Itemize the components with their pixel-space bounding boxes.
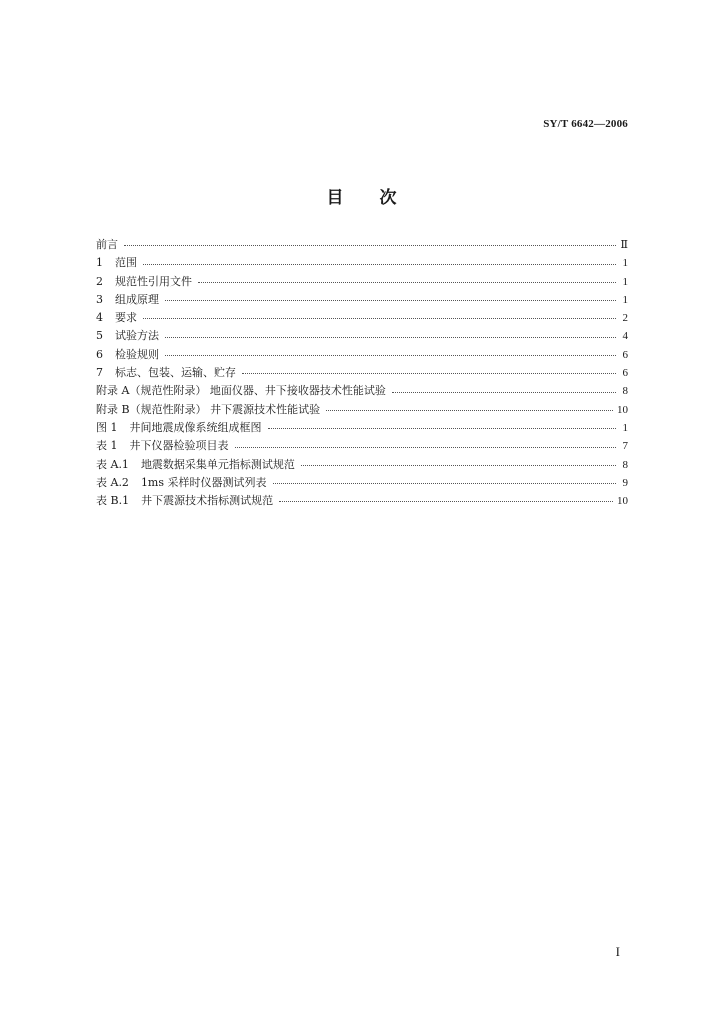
toc-entry[interactable]: [96, 437, 628, 455]
toc-entry-page: 1: [622, 257, 628, 270]
toc-entry[interactable]: [96, 364, 628, 382]
toc-entry[interactable]: [96, 254, 628, 272]
toc-entry-page: 1: [622, 293, 628, 306]
toc-leader-dots: [392, 391, 616, 393]
toc-entry-page: 1: [622, 421, 628, 434]
toc-entry-number: 表 1: [96, 439, 118, 453]
toc-entry[interactable]: [96, 401, 628, 419]
toc-entry-label: 附录 B（规范性附录） 井下震源技术性能试验: [96, 402, 321, 416]
toc-entry-page: 7: [622, 440, 628, 453]
toc-entry-page: 10: [617, 495, 628, 508]
toc-leader-dots: [124, 244, 616, 246]
toc-leader-dots: [143, 317, 616, 319]
page-title: [0, 183, 723, 208]
toc-leader-dots: [165, 354, 616, 356]
toc-entry-label: 井下仪器检验项目表: [129, 439, 229, 453]
toc-entry-page: 8: [622, 458, 628, 471]
toc-entry[interactable]: [96, 236, 628, 254]
toc-entry[interactable]: [96, 273, 628, 291]
toc-entry[interactable]: [96, 291, 628, 309]
toc-entry-number: 4: [96, 311, 103, 325]
toc-leader-dots: [242, 372, 616, 374]
toc-entry-number: 5: [96, 329, 103, 343]
toc-entry-page: 6: [622, 367, 628, 380]
toc-entry-label: 标志、包装、运输、贮存: [115, 366, 236, 380]
toc-entry[interactable]: [96, 346, 628, 364]
toc-entry-page: 4: [622, 330, 628, 343]
toc-leader-dots: [143, 263, 616, 265]
toc-entry-number: 表 A.2: [96, 475, 129, 489]
toc-entry-page: 8: [622, 385, 628, 398]
toc-entry-page: Ⅱ: [620, 239, 628, 251]
toc-entry-number: 6: [96, 347, 103, 361]
toc-entry-number: 图 1: [96, 420, 118, 434]
toc-entry-label: 组成原理: [115, 292, 159, 306]
toc-leader-dots: [235, 446, 617, 448]
toc-entry-label: 要求: [115, 311, 137, 325]
toc-leader-dots: [273, 482, 616, 484]
toc-entry-number: 1: [96, 256, 103, 270]
toc-leader-dots: [198, 281, 616, 283]
toc-entry-number: 表 B.1: [96, 494, 130, 508]
toc-entry-label: 前言: [96, 238, 118, 251]
table-of-contents: [96, 236, 628, 510]
toc-entry-page: 9: [622, 476, 628, 489]
toc-leader-dots: [165, 336, 616, 338]
toc-entry-label: 试验方法: [115, 329, 159, 343]
toc-entry-page: 2: [622, 312, 628, 325]
toc-entry-number: 3: [96, 292, 103, 306]
toc-entry-page: 6: [622, 348, 628, 361]
toc-entry-number: 表 A.1: [96, 457, 129, 471]
toc-entry-number: 2: [96, 274, 103, 288]
toc-entry-page: 10: [617, 403, 628, 416]
toc-entry-label: 1ms 采样时仪器测试列表: [140, 475, 267, 489]
toc-entry-number: 7: [96, 366, 103, 380]
page-title-char-2: 次: [379, 188, 397, 208]
toc-entry-label: 规范性引用文件: [115, 274, 192, 288]
toc-leader-dots: [279, 500, 613, 502]
toc-leader-dots: [165, 299, 616, 301]
page-title-char-1: 目: [326, 188, 344, 208]
toc-entry[interactable]: [96, 327, 628, 345]
toc-entry-label: 地震数据采集单元指标测试规范: [140, 457, 295, 471]
toc-entry[interactable]: [96, 382, 628, 400]
toc-leader-dots: [301, 464, 616, 466]
toc-entry[interactable]: [96, 419, 628, 437]
toc-leader-dots: [268, 427, 617, 429]
toc-leader-dots: [326, 409, 613, 411]
toc-entry-label: 井下震源技术指标测试规范: [141, 494, 274, 508]
toc-entry-label: 附录 A（规范性附录） 地面仪器、井下接收器技术性能试验: [96, 384, 386, 398]
toc-entry-label: 井间地震成像系统组成框图: [129, 420, 262, 434]
toc-entry[interactable]: [96, 309, 628, 327]
toc-entry-label: 范围: [115, 256, 137, 270]
toc-entry[interactable]: [96, 456, 628, 474]
toc-entry[interactable]: [96, 474, 628, 492]
toc-entry-page: 1: [622, 275, 628, 288]
page-number: I: [615, 944, 620, 959]
standard-code: SY/T 6642—2006: [543, 118, 628, 130]
toc-entry[interactable]: [96, 492, 628, 510]
toc-entry-label: 检验规则: [115, 347, 159, 361]
